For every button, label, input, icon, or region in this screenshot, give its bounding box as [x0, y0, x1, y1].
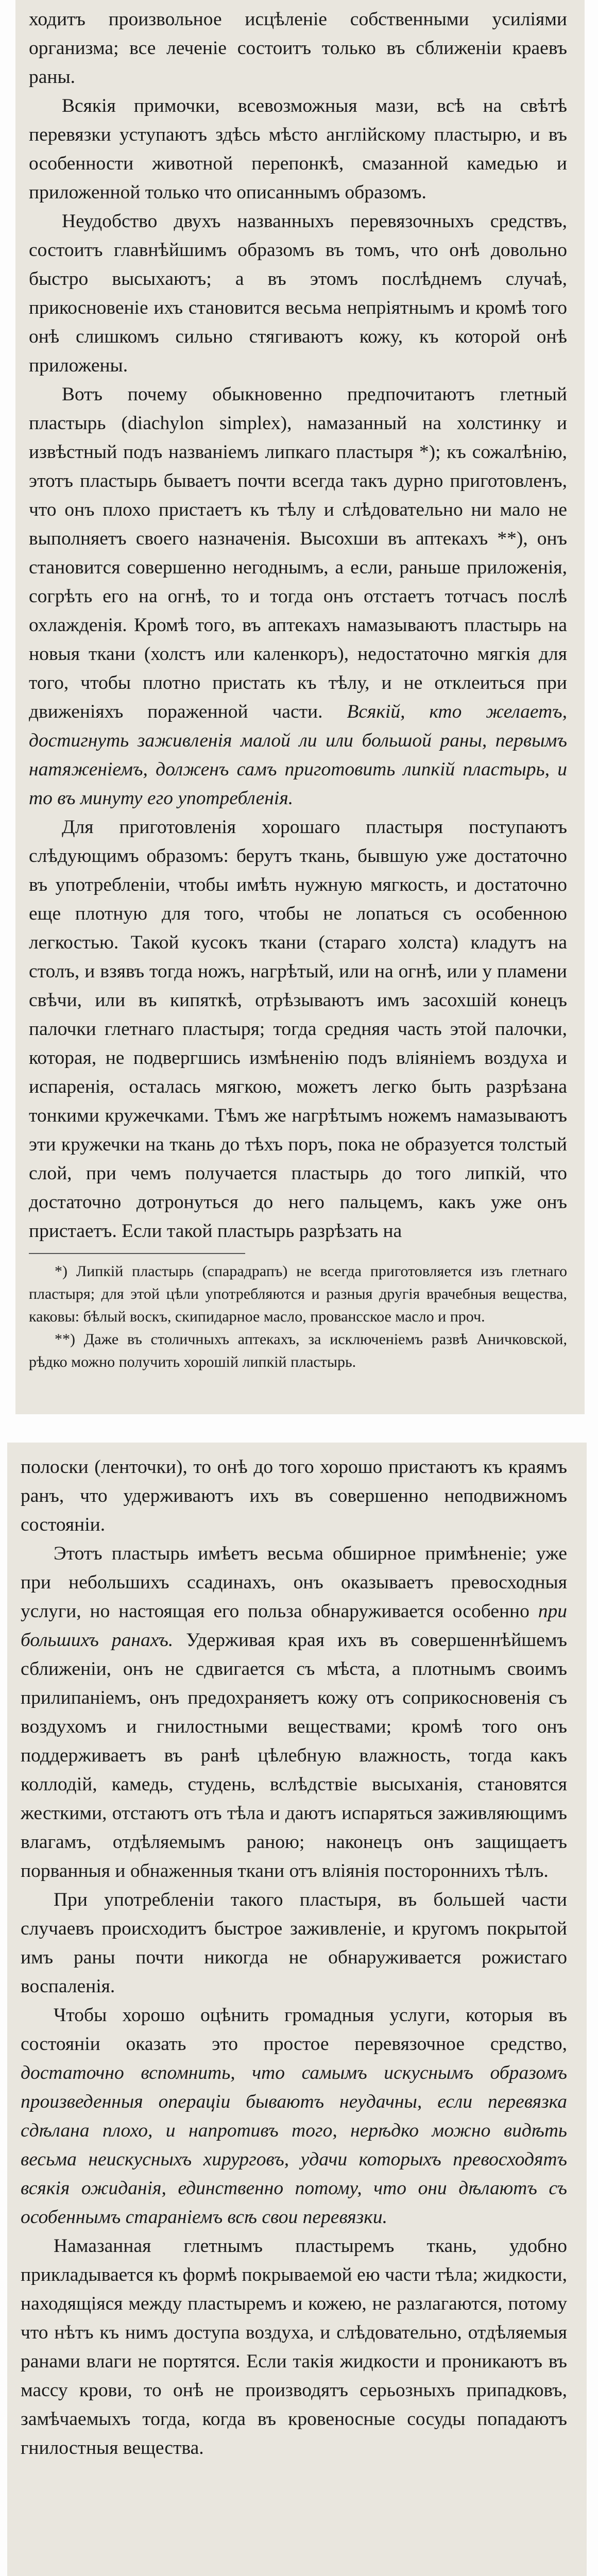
paragraph-b4-start: Чтобы хорошо оцѣнить громадныя услуги, которыя въ состояніи оказать это простое перевязочное средство,	[21, 2005, 567, 2055]
paragraph-b5: Намазанная глетнымъ пластыремъ ткань, удобно прикладывается къ формѣ покрываемой ею части тѣла; жидкости, находящіяся между пластыремъ и кожею, не разлагаются, потому что нѣтъ къ нимъ доступа воздуха, и слѣдовательно, отдѣляемыя ранами влаги не портятся. Если такія жидкости и проникаютъ въ массу крови, то онѣ не производятъ серьозныхъ припадковъ, замѣчаемыхъ тогда, когда въ кровеносные сосуды попадаютъ гнилостныя вещества.	[21, 2235, 567, 2459]
footnote-1: *) Липкій пластырь (спарадрапъ) не всегда приготовляется изъ глетнаго пластыря; для этой цѣли употребляются и разныя другія врачебныя вещества, каковы: бѣлый воскъ, скипидарное масло, провансское масло и проч.	[29, 1263, 567, 1325]
text-block-bottom	[7, 1443, 587, 2576]
paragraph-1: ходитъ произвольное исцѣленіе собственными усиліями организма; все леченіе состоитъ только въ сближеніи краевъ раны.	[29, 9, 567, 88]
paragraph-b2-start: Этотъ пластырь имѣетъ весьма обширное примѣненіе; уже при небольшихъ ссадинахъ, онъ оказываетъ превосходныя услуги, но настоящая его польза обнаруживается особенно	[21, 1543, 567, 1622]
footnote-divider	[29, 1253, 245, 1254]
paragraph-b3: При употребленіи такого пластыря, въ большей части случаевъ происходитъ быстрое заживленіе, и кругомъ покрытой имъ раны почти никогда не обнаруживается рожистаго воспаленія.	[21, 1889, 567, 1997]
footnote-2: **) Даже въ столичныхъ аптекахъ, за исключеніемъ развѣ Аничковской, рѣдко можно получить хорошій липкій пластырь.	[29, 1331, 567, 1370]
text-block-top	[15, 0, 585, 1414]
paragraph-b2-italic: при большихъ ранахъ.	[21, 1601, 567, 1651]
paragraph-b1: полоски (ленточки), то онѣ до того хорошо пристаютъ къ краямъ ранъ, что удерживаютъ ихъ въ совершенно неподвижномъ состояніи.	[21, 1456, 567, 1535]
paragraph-4	[29, 380, 567, 813]
paragraph-2: Всякія примочки, всевозможныя мази, всѣ на свѣтѣ перевязки уступаютъ здѣсь мѣсто англійскому пластырю, и въ особенности животной перепонкѣ, смазанной камедью и приложенной только что описаннымъ образомъ.	[29, 95, 567, 203]
paragraph-5: Для приготовленія хорошаго пластыря поступаютъ слѣдующимъ образомъ: берутъ ткань, бывшую уже достаточно въ употребленіи, чтобы имѣть нужную мягкость, и достаточно еще плотную для того, чтобы не лопаться съ особенною легкостью. Такой кусокъ ткани (стараго холста) кладутъ на столъ, и взявъ тогда ножъ, нагрѣтый, или на огнѣ, или у пламени свѣчи, или въ кипяткѣ, отрѣзываютъ имъ засохшій конецъ палочки глетнаго пластыря; тогда средняя часть этой палочки, которая, не подвергшись измѣненію подъ вліяніемъ воздуха и испаренія, осталась мягкою, можетъ легко быть разрѣзана тонкими кружечками. Тѣмъ же нагрѣтымъ ножемъ намазываютъ эти кружечки на ткань до тѣхъ поръ, пока не образуется толстый слой, при чемъ получается пластырь до того липкій, что достаточно дотронуться до него пальцемъ, какъ уже онъ пристаетъ. Если такой пластырь разрѣзать на	[29, 817, 567, 1242]
paragraph-b4-italic: достаточно вспомнить, что самымъ искуснымъ образомъ произведенныя операціи бываютъ неудачны, если перевязка сдѣлана плохо, и напротивъ того, нерѣдко можно видѣть весьма неискусныхъ хирурговъ, удачи которыхъ превосходятъ всякія ожиданія, единственно потому, что они дѣлаютъ съ особеннымъ стараніемъ всѣ свои перевязки.	[21, 2062, 567, 2228]
paragraph-4-italic: Всякій, кто желаетъ, достигнуть заживленія малой ли или большой раны, первымъ натяженіемъ, долженъ самъ приготовить липкій пластырь, и то въ минуту его употребленія.	[29, 701, 567, 809]
paragraph-b2	[21, 1539, 567, 1886]
paragraph-3: Неудобство двухъ названныхъ перевязочныхъ средствъ, состоитъ главнѣйшимъ образомъ въ томъ, что онѣ довольно быстро высыхаютъ; а въ этомъ послѣднемъ случаѣ, прикосновеніе ихъ становится весьма непріятнымъ и кромѣ того онѣ слишкомъ сильно стягиваютъ кожу, къ которой онѣ приложены.	[29, 211, 567, 376]
paragraph-b4	[21, 2001, 567, 2232]
paragraph-4-body: Вотъ почему обыкновенно предпочитаютъ глетный пластырь (diachylon simplex), намазанный на холстинку и извѣстный подъ названіемъ липкаго пластыря *); къ сожалѣнію, этотъ пластырь бываетъ почти всегда такъ дурно приготовленъ, что онъ плохо пристаетъ къ тѣлу и слѣдовательно ни мало не выполняетъ своего назначенія. Высохши въ аптекахъ **), онъ становится совершенно негоднымъ, а если, раньше приложенія, согрѣть его на огнѣ, то и тогда онъ отстаетъ тотчасъ послѣ охлажденія. Кромѣ того, въ аптекахъ намазываютъ пластырь на новыя ткани (холстъ или каленкоръ), недостаточно мягкія для того, чтобы плотно пристать къ тѣлу, и не отклеиться при движеніяхъ пораженной части.	[29, 384, 567, 722]
paragraph-b2-end: Удерживая края ихъ въ совершеннѣйшемъ сближеніи, онъ не сдвигается съ мѣста, а плотнымъ своимъ прилипаніемъ, онъ предохраняетъ кожу отъ соприкосновенія съ воздухомъ и гнилостными веществами; кромѣ того онъ поддерживаетъ въ ранѣ цѣлебную влажность, тогда какъ коллодій, камедь, студень, вслѣдствіе высыханія, становятся жесткими, отстаютъ отъ тѣла и даютъ испаряться заживляющимъ влагамъ, отдѣляемымъ раною; наконецъ онъ защищаетъ порванныя и обнаженныя ткани отъ вліянія постороннихъ тѣлъ.	[21, 1630, 567, 1882]
